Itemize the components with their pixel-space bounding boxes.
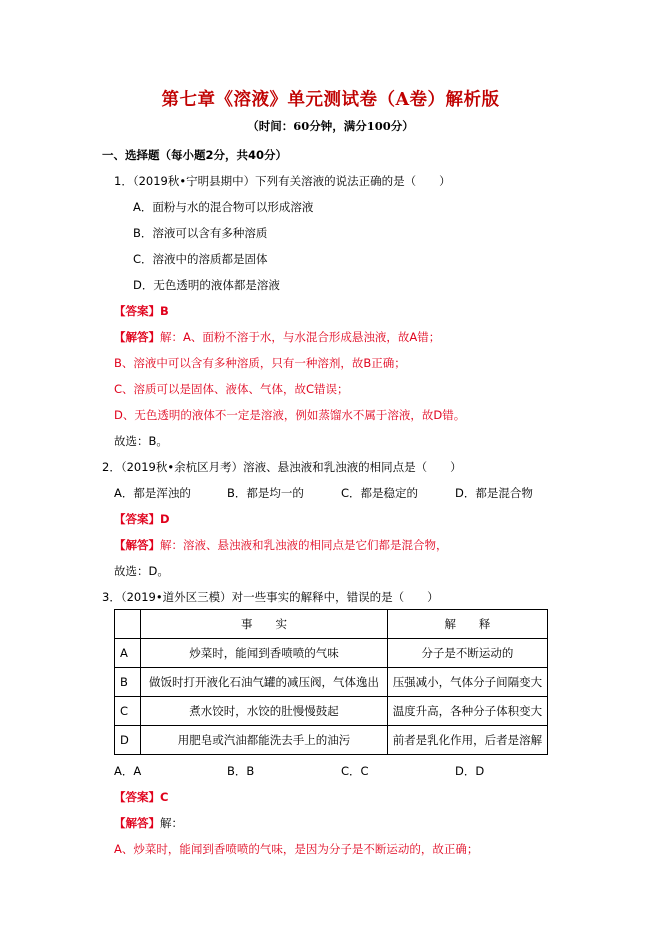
q2-option-a: A．都是浑浊的: [114, 486, 191, 500]
q1-analysis-text-2: B、溶液中可以含有多种溶质，只有一种溶剂，故B正确；: [114, 356, 406, 370]
table-cell: B: [115, 668, 141, 697]
table-cell: 做饭时打开液化石油气罐的减压阀，气体逸出: [141, 668, 388, 697]
table-cell: 煮水饺时，水饺的肚慢慢鼓起: [141, 697, 388, 726]
q3-option-a: A．A: [114, 764, 142, 778]
table-cell: 压强减小，气体分子间隔变大: [387, 668, 547, 697]
table-row: [115, 726, 548, 755]
q3-stem: 3．（2019•道外区三模）对一些事实的解释中，错误的是（ ）: [102, 590, 439, 604]
table-cell: A: [115, 639, 141, 668]
table-cell: C: [115, 697, 141, 726]
q3-analysis-line: [114, 815, 183, 831]
table-row: [115, 639, 548, 668]
q3-answer: 【答案】C: [114, 790, 169, 804]
table-header-cell: 事 实: [141, 610, 388, 639]
q1-option-b: B．溶液可以含有多种溶质: [133, 226, 268, 240]
q2-option-b: B．都是均一的: [227, 486, 304, 500]
q1-option-c: C．溶液中的溶质都是固体: [133, 252, 268, 266]
q2-answer: 【答案】D: [114, 512, 170, 526]
q3-option-d: D．D: [455, 764, 485, 778]
table-header-cell: [115, 610, 141, 639]
q2-analysis-line: [114, 537, 448, 553]
q1-analysis-text-3: C、溶质可以是固体、液体、气体，故C错误；: [114, 382, 349, 396]
q2-stem: 2．（2019秋•余杭区月考）溶液、悬浊液和乳浊液的相同点是（ ）: [102, 460, 462, 474]
table-cell: 用肥皂或汽油都能洗去手上的油污: [141, 726, 388, 755]
q1-option-a: A．面粉与水的混合物可以形成溶液: [133, 200, 314, 214]
q3-analysis-label: 【解答】: [114, 816, 160, 830]
table-cell: 前者是乳化作用，后者是溶解: [387, 726, 547, 755]
table-row: [115, 697, 548, 726]
q3-facts-table: [114, 609, 548, 755]
q3-analysis-text: 解：: [160, 816, 183, 830]
table-cell: D: [115, 726, 141, 755]
q3-analysis-text-2: A、炒菜时，能闻到香喷喷的气味，是因为分子是不断运动的，故正确；: [114, 842, 479, 856]
q1-choose: 故选：B。: [114, 434, 168, 448]
table-cell: 分子是不断运动的: [387, 639, 547, 668]
q1-stem: 1．（2019秋•宁明县期中）下列有关溶液的说法正确的是（ ）: [114, 174, 451, 188]
table-cell: 温度升高，各种分子体积变大: [387, 697, 547, 726]
q2-analysis-text: 解：溶液、悬浊液和乳浊液的相同点是它们都是混合物，: [160, 538, 448, 552]
q2-option-d: D．都是混合物: [455, 486, 533, 500]
q1-analysis-text-1: 解：A、面粉不溶于水，与水混合形成悬浊液，故A错；: [160, 330, 441, 344]
q3-option-c: C．C: [341, 764, 369, 778]
q1-analysis-label: 【解答】: [114, 330, 160, 344]
table-header-cell: 解 释: [387, 610, 547, 639]
q2-analysis-label: 【解答】: [114, 538, 160, 552]
q3-option-b: B．B: [227, 764, 255, 778]
table-row: [115, 668, 548, 697]
section-heading: 一、选择题（每小题2分，共40分）: [102, 148, 288, 162]
q1-analysis-text-4: D、无色透明的液体不一定是溶液，例如蒸馏水不属于溶液，故D错。: [114, 408, 466, 422]
page-subtitle: （时间：60分钟，满分100分）: [247, 119, 414, 133]
table-header-row: [115, 610, 548, 639]
q1-analysis-line: [114, 329, 440, 345]
q2-option-c: C．都是稳定的: [341, 486, 419, 500]
q1-answer: 【答案】B: [114, 304, 169, 318]
q2-choose: 故选：D。: [114, 564, 169, 578]
page-title: 第七章《溶液》单元测试卷（A卷）解析版: [161, 90, 500, 110]
table-cell: 炒菜时，能闻到香喷喷的气味: [141, 639, 388, 668]
q1-option-d: D．无色透明的液体都是溶液: [133, 278, 280, 292]
